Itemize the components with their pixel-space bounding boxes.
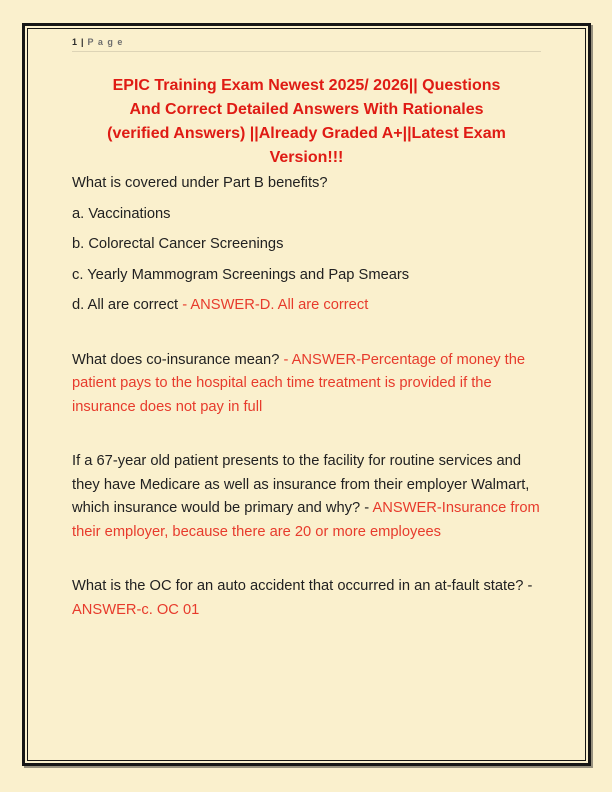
- qa-paragraph: [72, 233, 541, 257]
- qa-paragraph: [72, 575, 541, 622]
- answer-segment: - ANSWER-D. All are correct: [182, 297, 369, 313]
- qa-paragraph: [72, 294, 541, 318]
- page-content: [28, 29, 585, 760]
- page-border-frame: [22, 23, 591, 766]
- document-title: [72, 74, 541, 170]
- title-line: Version!!!: [269, 149, 344, 166]
- answer-segment: ANSWER-Insurance from their employer, because there are 20 or more employees: [72, 500, 540, 540]
- text-segment: What does co-insurance mean?: [72, 351, 284, 368]
- title-line: (verified Answers) ||Already Graded A+||Latest Exam: [107, 125, 506, 142]
- qa-block: [72, 349, 541, 420]
- qa-content: [72, 172, 541, 622]
- text-segment: If a 67-year old patient presents to the facility for routine services and they have Medicare as well as insurance from their employer Walmart, which insurance would be primary and why? -: [72, 453, 530, 516]
- text-segment: b. Colorectal Cancer Screenings: [72, 236, 284, 252]
- qa-block: [72, 575, 541, 622]
- answer-segment: - ANSWER-Percentage of money the patient pays to the hospital each time treatment is provided if the insurance does not pay in full: [72, 351, 526, 415]
- page-border-inner: [27, 28, 586, 761]
- page-number: 1: [72, 37, 78, 47]
- text-segment: a. Vaccinations: [72, 205, 171, 222]
- qa-paragraph: [72, 349, 541, 420]
- title-line: EPIC Training Exam Newest 2025/ 2026|| Questions: [112, 77, 501, 94]
- qa-paragraph: [72, 203, 541, 227]
- text-segment: What is covered under Part B benefits?: [72, 175, 328, 191]
- qa-block: [72, 450, 541, 544]
- text-segment: d. All are correct: [72, 297, 183, 313]
- qa-paragraph: [72, 264, 541, 288]
- page-header: [72, 36, 541, 52]
- text-segment: What is the OC for an auto accident that occurred in an at-fault state? -: [72, 578, 533, 594]
- qa-block: [72, 172, 541, 318]
- qa-paragraph: [72, 450, 541, 544]
- answer-segment: ANSWER-c. OC 01: [72, 601, 200, 618]
- page-header-label: P a g e: [87, 37, 124, 47]
- page-header-separator: |: [81, 37, 84, 47]
- text-segment: c. Yearly Mammogram Screenings and Pap Smears: [72, 266, 410, 283]
- title-line: And Correct Detailed Answers With Rationales: [129, 101, 484, 118]
- qa-paragraph: [72, 172, 541, 196]
